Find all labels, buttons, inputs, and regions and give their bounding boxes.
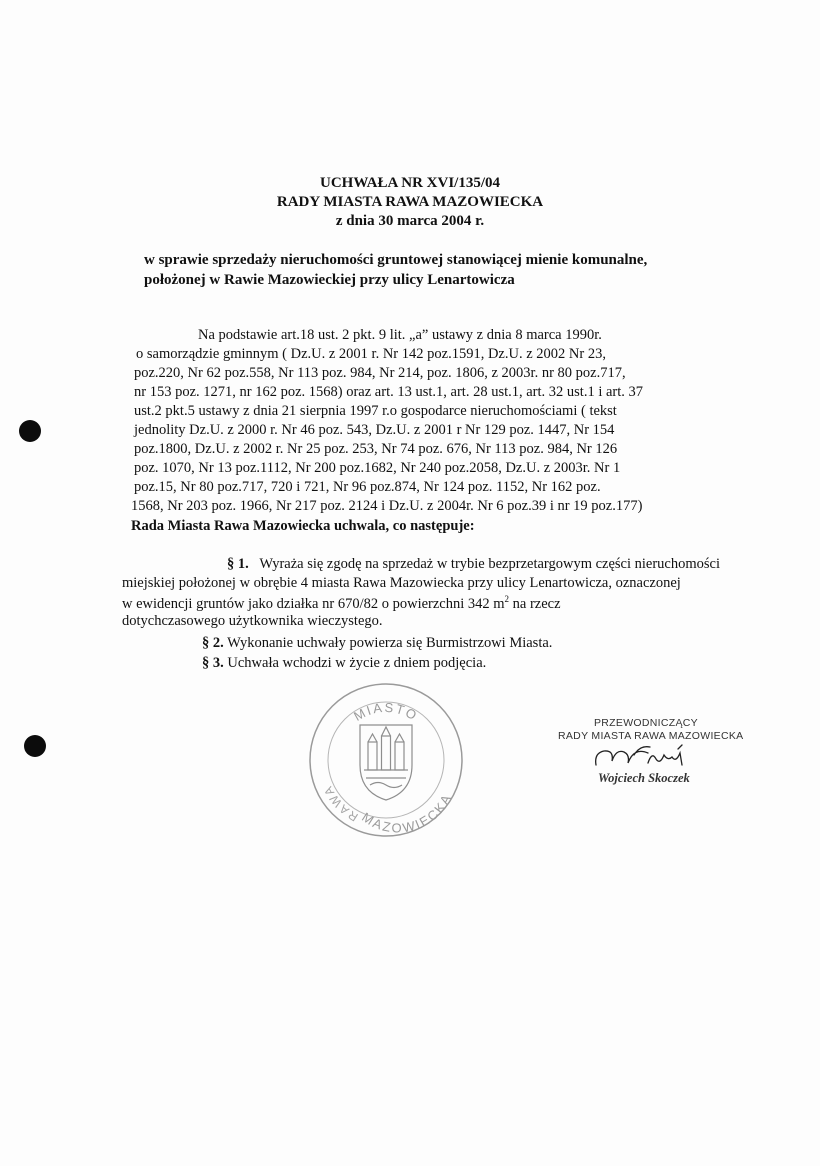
basis-line: poz. 1070, Nr 13 poz.1112, Nr 200 poz.1682, Nr 240 poz.2058, Dz.U. z 2003r. Nr 1	[134, 460, 621, 476]
section-1-mark: § 1.	[227, 556, 249, 572]
basis-line: ust.2 pkt.5 ustawy z dnia 21 sierpnia 1997 r.o gospodarce nieruchomościami ( tekst	[134, 403, 617, 419]
seal-text-top: MIASTO	[351, 699, 421, 724]
section-1-line: miejskiej położonej w obrębie 4 miasta Rawa Mazowiecka przy ulicy Lenartowicza, oznaczonej	[122, 575, 681, 591]
section-1-area-text-end: na rzecz	[509, 595, 561, 612]
section-1-area-line	[122, 594, 561, 613]
section-1-area-text: w ewidencji gruntów jako działka nr 670/82 o powierzchni 342 m	[122, 595, 505, 612]
subject-line-2: położonej w Rawie Mazowieckiej przy ulicy Lenartowicza	[144, 272, 515, 288]
resolution-clause: Rada Miasta Rawa Mazowiecka uchwala, co następuje:	[131, 518, 475, 534]
section-1-line: dotychczasowego użytkownika wieczystego.	[122, 613, 383, 629]
coat-of-arms-icon	[360, 725, 412, 800]
binder-hole-bottom	[24, 735, 46, 757]
signature-role: PRZEWODNICZĄCY	[594, 717, 698, 729]
area-superscript: 2	[504, 594, 510, 604]
resolution-title: UCHWAŁA NR XVI/135/04	[319, 175, 500, 191]
section-2-text: Wykonanie uchwały powierza się Burmistrzowi Miasta.	[227, 635, 553, 651]
basis-line: 1568, Nr 203 poz. 1966, Nr 217 poz. 2124 i Dz.U. z 2004r. Nr 6 poz.39 i nr 19 poz.177)	[131, 498, 643, 514]
signature-body: RADY MIASTA RAWA MAZOWIECKA	[558, 730, 744, 742]
handwritten-signature	[590, 741, 700, 775]
signatory-name: Wojciech Skoczek	[598, 771, 690, 785]
binder-hole-top	[19, 420, 41, 442]
seal-text-bottom: MAZOWIECKA	[359, 790, 455, 836]
section-1-text: Wyraża się zgodę na sprzedaż w trybie bezprzetargowym części nieruchomości	[259, 556, 721, 572]
basis-line: jednolity Dz.U. z 2000 r. Nr 46 poz. 543, Dz.U. z 2001 r Nr 129 poz. 1447, Nr 154	[134, 422, 615, 438]
section-2-mark: § 2.	[202, 635, 224, 651]
basis-line: poz.15, Nr 80 poz.717, 720 i 721, Nr 96 poz.874, Nr 124 poz. 1152, Nr 162 poz.	[134, 479, 601, 495]
seal-text-left: RAWA	[320, 782, 361, 825]
basis-line: Na podstawie art.18 ust. 2 pkt. 9 lit. „a” ustawy z dnia 8 marca 1990r.	[198, 327, 602, 343]
section-1-first-line	[227, 556, 720, 573]
resolution-date: z dnia 30 marca 2004 r.	[335, 213, 485, 229]
section-2	[202, 635, 552, 652]
subject-line-1: w sprawie sprzedaży nieruchomości gruntowej stanowiącej mienie komunalne,	[144, 252, 648, 268]
basis-line: nr 153 poz. 1271, nr 162 poz. 1568) oraz art. 13 ust.1, art. 28 ust.1, art. 32 ust.1 i art. 37	[134, 384, 644, 400]
council-name: RADY MIASTA RAWA MAZOWIECKA	[276, 194, 544, 210]
basis-line: poz.1800, Dz.U. z 2002 r. Nr 25 poz. 253, Nr 74 poz. 676, Nr 113 poz. 984, Nr 126	[134, 441, 618, 457]
basis-line: o samorządzie gminnym ( Dz.U. z 2001 r. Nr 142 poz.1591, Dz.U. z 2002 Nr 23,	[136, 346, 606, 362]
section-3-mark: § 3.	[202, 655, 224, 671]
basis-line: poz.220, Nr 62 poz.558, Nr 113 poz. 984, Nr 214, poz. 1806, z 2003r. nr 80 poz.717,	[134, 365, 626, 381]
section-3	[202, 655, 486, 672]
section-3-text: Uchwała wchodzi w życie z dniem podjęcia.	[227, 655, 487, 671]
city-seal	[306, 680, 466, 840]
